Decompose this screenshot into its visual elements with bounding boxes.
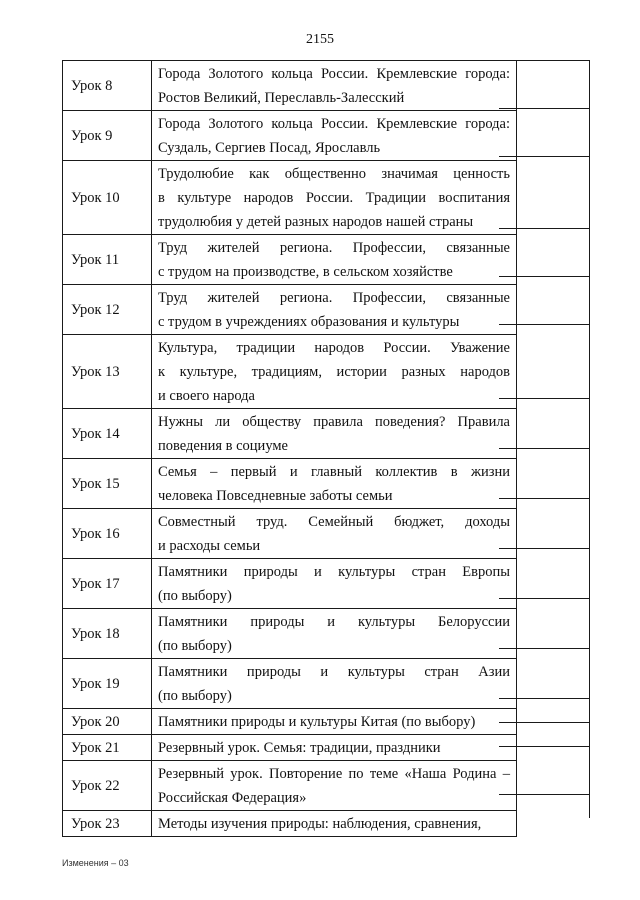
lesson-topic-line: Труд жителей региона. Профессии, связанные — [158, 240, 510, 256]
lessons-table-wrap — [62, 60, 510, 837]
lesson-topic — [152, 609, 517, 659]
table-row — [63, 709, 517, 735]
lesson-number: Урок 10 — [63, 161, 152, 235]
lesson-topic-line: Резервный урок. Семья: традиции, праздники — [158, 740, 441, 756]
footer-note: Изменения – 03 — [62, 858, 129, 868]
lesson-topic-line: с трудом в учреждениях образования и культуры — [158, 314, 460, 330]
lesson-topic — [152, 659, 517, 709]
empty-cell — [499, 698, 589, 722]
table-row — [63, 509, 517, 559]
lesson-number: Урок 19 — [63, 659, 152, 709]
lessons-table — [62, 60, 517, 837]
lesson-number: Урок 9 — [63, 111, 152, 161]
table-row — [63, 161, 517, 235]
lesson-topic-line: с трудом на производстве, в сельском хозяйстве — [158, 264, 453, 280]
lesson-number: Урок 15 — [63, 459, 152, 509]
lesson-topic-line: в культуре народов России. Традиции воспитания — [158, 190, 510, 206]
lesson-topic-line: трудолюбия у детей разных народов нашей страны — [158, 214, 474, 230]
lesson-topic — [152, 111, 517, 161]
lesson-number: Урок 8 — [63, 61, 152, 111]
lesson-topic-line: к культуре, традициям, истории разных народов — [158, 364, 510, 380]
lesson-topic-line: Труд жителей региона. Профессии, связанные — [158, 290, 510, 306]
lesson-topic-line: Совместный труд. Семейный бюджет, доходы — [158, 514, 510, 530]
lesson-topic-line: Культура, традиции народов России. Уважение — [158, 340, 510, 356]
empty-cell — [499, 746, 589, 794]
empty-cell — [499, 722, 589, 746]
lesson-topic — [152, 735, 517, 761]
empty-cell — [499, 794, 589, 818]
lesson-topic — [152, 761, 517, 811]
lesson-number: Урок 20 — [63, 709, 152, 735]
lesson-topic-line: и расходы семьи — [158, 538, 261, 554]
lesson-number: Урок 23 — [63, 811, 152, 837]
lesson-topic — [152, 335, 517, 409]
table-row — [63, 111, 517, 161]
lesson-number: Урок 16 — [63, 509, 152, 559]
lesson-number: Урок 18 — [63, 609, 152, 659]
lesson-topic-line: Резервный урок. Повторение по теме «Наша Родина – — [158, 766, 510, 782]
table-row — [63, 285, 517, 335]
lesson-topic-line: Города Золотого кольца России. Кремлевские города: — [158, 66, 510, 82]
empty-cell — [499, 276, 589, 324]
lesson-number: Урок 22 — [63, 761, 152, 811]
lesson-topic — [152, 61, 517, 111]
lesson-topic-line: Памятники природы и культуры стран Азии — [158, 664, 510, 680]
table-row — [63, 459, 517, 509]
lesson-topic-line: Семья – первый и главный коллектив в жизни — [158, 464, 510, 480]
lesson-number: Урок 21 — [63, 735, 152, 761]
lesson-topic-line: поведения в социуме — [158, 438, 288, 454]
empty-cell — [499, 498, 589, 548]
lesson-topic — [152, 811, 517, 837]
table-row — [63, 409, 517, 459]
empty-cell — [499, 448, 589, 498]
lesson-number: Урок 12 — [63, 285, 152, 335]
lesson-number: Урок 14 — [63, 409, 152, 459]
lesson-topic-line: Памятники природы и культуры Китая (по выбору) — [158, 714, 476, 730]
table-row — [63, 335, 517, 409]
table-row — [63, 61, 517, 111]
lesson-topic-line: и своего народа — [158, 388, 255, 404]
lesson-topic-line: Памятники природы и культуры стран Европы — [158, 564, 510, 580]
lesson-number: Урок 11 — [63, 235, 152, 285]
lessons-table-body — [63, 61, 517, 837]
lesson-topic-line: человека Повседневные заботы семьи — [158, 488, 393, 504]
lesson-topic-line: Города Золотого кольца России. Кремлевские города: — [158, 116, 510, 132]
empty-cell — [499, 324, 589, 398]
lesson-topic — [152, 459, 517, 509]
lesson-topic-line: Ростов Великий, Переславль-Залесский — [158, 90, 405, 106]
table-row — [63, 735, 517, 761]
lesson-topic — [152, 559, 517, 609]
table-row — [63, 609, 517, 659]
table-row — [63, 811, 517, 837]
lesson-topic — [152, 285, 517, 335]
lesson-topic-line: (по выбору) — [158, 638, 232, 654]
lesson-topic-line: (по выбору) — [158, 688, 232, 704]
empty-cell — [499, 398, 589, 448]
empty-cell — [499, 60, 589, 108]
empty-cell — [499, 548, 589, 598]
table-row — [63, 559, 517, 609]
table-row — [63, 235, 517, 285]
lesson-topic — [152, 161, 517, 235]
lesson-number: Урок 17 — [63, 559, 152, 609]
lesson-topic-line: Методы изучения природы: наблюдения, сравнения, — [158, 816, 482, 832]
empty-cell — [499, 648, 589, 698]
table-row — [63, 761, 517, 811]
lesson-topic — [152, 709, 517, 735]
page-number: 2155 — [306, 32, 334, 47]
lesson-topic-line: Трудолюбие как общественно значимая ценность — [158, 166, 510, 182]
lesson-topic — [152, 509, 517, 559]
lesson-topic — [152, 409, 517, 459]
table-row — [63, 659, 517, 709]
empty-cell — [499, 156, 589, 228]
lesson-topic-line: Памятники природы и культуры Белоруссии — [158, 614, 510, 630]
lesson-number: Урок 13 — [63, 335, 152, 409]
lesson-topic-line: Суздаль, Сергиев Посад, Ярославль — [158, 140, 381, 156]
empty-right-column — [499, 60, 590, 818]
empty-cell — [499, 228, 589, 276]
lesson-topic-line: Нужны ли обществу правила поведения? Правила — [158, 414, 510, 430]
lesson-topic-line: Российская Федерация» — [158, 790, 307, 806]
lesson-topic-line: (по выбору) — [158, 588, 232, 604]
lesson-topic — [152, 235, 517, 285]
empty-cell — [499, 598, 589, 648]
empty-cell — [499, 108, 589, 156]
